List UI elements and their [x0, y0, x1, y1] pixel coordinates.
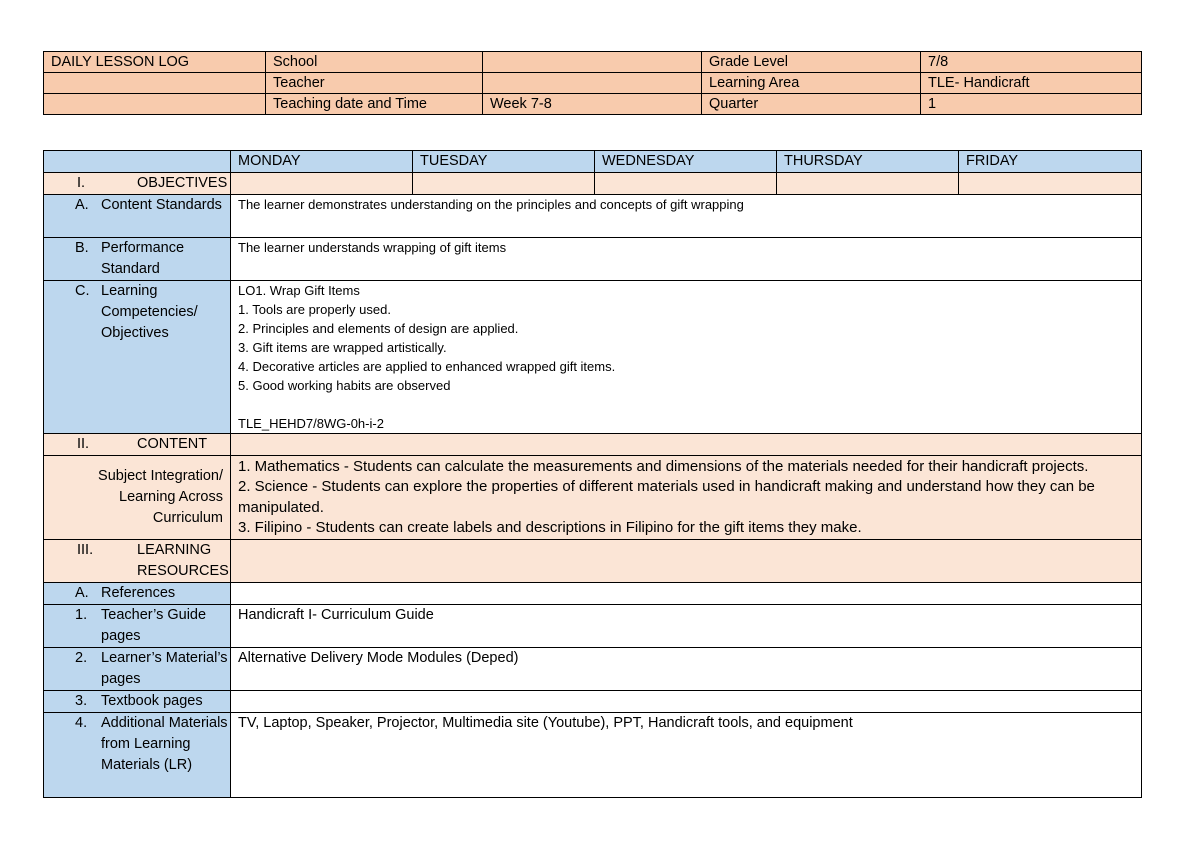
day-cell	[413, 173, 595, 195]
log-title: DAILY LESSON LOG	[44, 52, 266, 73]
teaching-date-label: Teaching date and Time	[266, 94, 483, 115]
performance-standard-text: The learner understands wrapping of gift items	[231, 238, 1142, 281]
day-friday: FRIDAY	[959, 151, 1142, 173]
header-blank-cell	[44, 94, 266, 115]
day-cell	[231, 173, 413, 195]
grade-level-value: 7/8	[921, 52, 1142, 73]
section-number: II.	[77, 436, 90, 452]
section-content	[44, 434, 231, 456]
teachers-guide-text: Handicraft I- Curriculum Guide	[231, 605, 1142, 648]
resources-cell	[231, 540, 1142, 583]
lesson-table	[43, 150, 1142, 798]
section-title: CONTENT	[137, 436, 208, 452]
subject-integration-text	[231, 456, 1142, 540]
quarter-value: 1	[921, 94, 1142, 115]
row-label-textbook-pages: 3. Textbook pages	[44, 691, 231, 713]
quarter-label: Quarter	[702, 94, 921, 115]
learning-competencies-text	[231, 281, 1142, 434]
grade-level-label: Grade Level	[702, 52, 921, 73]
row-label-teachers-guide: 1. Teacher’s Guide pages	[44, 605, 231, 648]
competency-line: 5. Good working habits are observed	[238, 378, 451, 393]
row-label-content-standards: A. Content Standards	[44, 195, 231, 238]
competency-line: 4. Decorative articles are applied to enhanced wrapped gift items.	[238, 359, 616, 374]
day-tuesday: TUESDAY	[413, 151, 595, 173]
learners-material-text: Alternative Delivery Mode Modules (Deped)	[231, 648, 1142, 691]
section-number: I.	[77, 175, 86, 191]
textbook-pages-text	[231, 691, 1142, 713]
day-cell	[959, 173, 1142, 195]
day-thursday: THURSDAY	[777, 151, 959, 173]
competency-line: 1. Tools are properly used.	[238, 302, 391, 317]
competency-line: 3. Gift items are wrapped artistically.	[238, 340, 447, 355]
row-label-references: A. References	[44, 583, 231, 605]
learning-area-value: TLE- Handicraft	[921, 73, 1142, 94]
day-cell	[595, 173, 777, 195]
day-monday: MONDAY	[231, 151, 413, 173]
row-label-performance-standard: B. Performance Standard	[44, 238, 231, 281]
integration-line: 2. Science - Students can explore the properties of different materials used in handicraft making and understand how they can be manipulated.	[238, 478, 1095, 516]
content-standards-text: The learner demonstrates understanding on the principles and concepts of gift wrapping	[231, 195, 1142, 238]
integration-line: 1. Mathematics - Students can calculate the measurements and dimensions of the materials needed for their handicraft projects.	[238, 457, 1089, 475]
learning-area-label: Learning Area	[702, 73, 921, 94]
school-value	[483, 52, 702, 73]
day-cell	[777, 173, 959, 195]
day-wednesday: WEDNESDAY	[595, 151, 777, 173]
competency-spacer	[238, 395, 1141, 414]
corner-cell	[44, 151, 231, 173]
competency-code: TLE_HEHD7/8WG-0h-i-2	[238, 416, 384, 431]
references-cell	[231, 583, 1142, 605]
content-cell	[231, 434, 1142, 456]
teaching-date-value: Week 7-8	[483, 94, 702, 115]
section-title: LEARNING RESOURCES	[137, 542, 229, 579]
school-label: School	[266, 52, 483, 73]
section-title: OBJECTIVES	[137, 175, 228, 191]
row-label-subject-integration: Subject Integration/ Learning Across Curriculum	[44, 456, 231, 540]
header-blank-cell	[44, 73, 266, 94]
additional-materials-text: TV, Laptop, Speaker, Projector, Multimedia site (Youtube), PPT, Handicraft tools, and equipment	[231, 713, 1142, 798]
teacher-value	[483, 73, 702, 94]
competency-line: LO1. Wrap Gift Items	[238, 283, 360, 298]
section-learning-resources	[44, 540, 231, 583]
header-table	[43, 51, 1142, 115]
competency-line: 2. Principles and elements of design are applied.	[238, 321, 519, 336]
row-label-learning-competencies: C. Learning Competencies/ Objectives	[44, 281, 231, 434]
row-label-learners-material: 2. Learner’s Material’s pages	[44, 648, 231, 691]
integration-line: 3. Filipino - Students can create labels and descriptions in Filipino for the gift items they make.	[238, 519, 862, 536]
section-objectives	[44, 173, 231, 195]
teacher-label: Teacher	[266, 73, 483, 94]
row-label-additional-materials: 4. Additional Materials from Learning Materials (LR)	[44, 713, 231, 798]
section-number: III.	[77, 542, 94, 558]
